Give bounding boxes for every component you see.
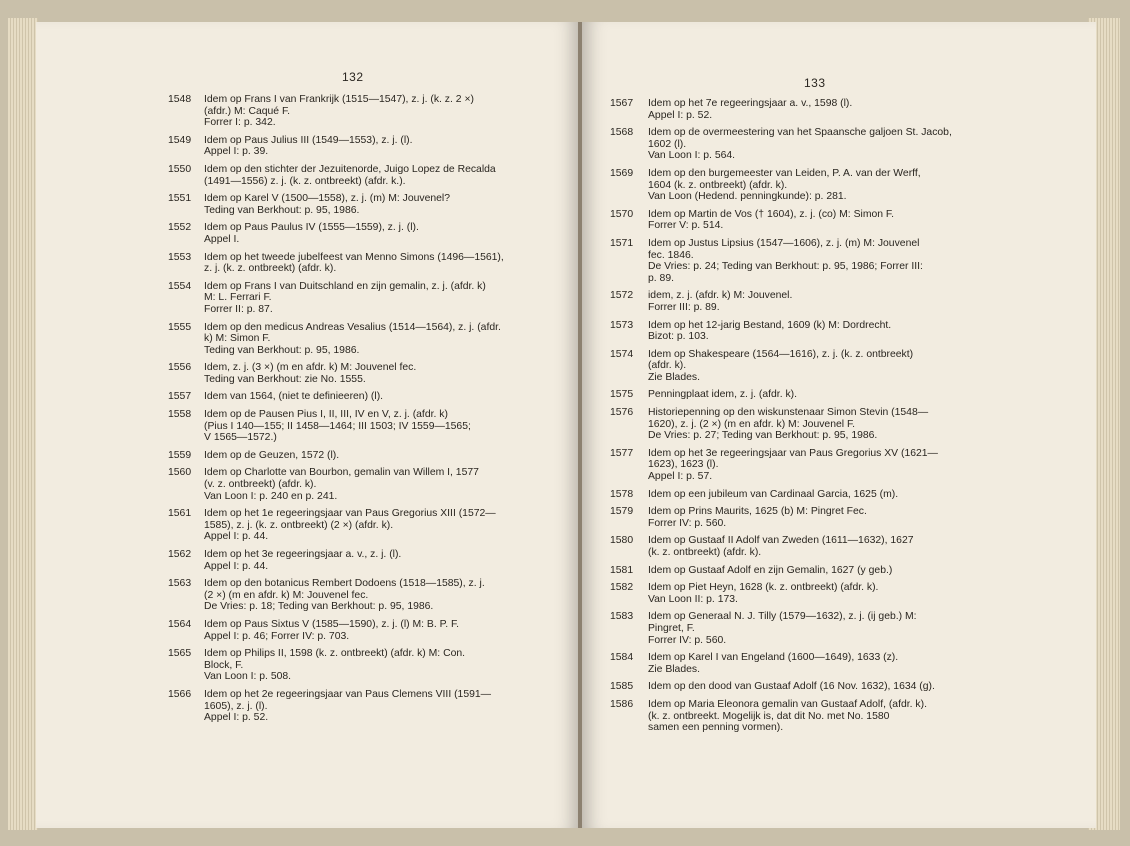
entry-number: 1584 (610, 652, 634, 664)
catalogue-entry (168, 322, 558, 357)
entry-text-line: Idem op het tweede jubelfeest van Menno Simons (1496—1561), (204, 251, 504, 263)
catalogue-entry (610, 349, 1012, 384)
catalogue-entry (168, 193, 558, 216)
catalogue-entry (610, 389, 1012, 401)
entry-text-line: Van Loon I: p. 508. (204, 671, 292, 683)
entry-text-line: (afdr.) M: Caqué F. (204, 105, 291, 117)
catalogue-entry (168, 391, 558, 403)
entry-number: 1551 (168, 193, 192, 205)
catalogue-entry (168, 689, 558, 724)
entry-text-line: Idem op Piet Heyn, 1628 (k. z. ontbreekt) (afdr. k). (648, 582, 879, 594)
entry-number: 1578 (610, 488, 634, 500)
catalogue-entry (610, 320, 1012, 343)
catalogue-entry (610, 238, 1012, 284)
entry-number: 1561 (168, 508, 192, 520)
entry-text-line: Idem op den botanicus Rembert Dodoens (1518—1585), z. j. (204, 578, 485, 590)
entry-number: 1563 (168, 578, 192, 590)
entry-number: 1552 (168, 222, 192, 234)
entry-number: 1566 (168, 688, 192, 700)
entry-number: 1580 (610, 535, 634, 547)
catalogue-entry (168, 362, 558, 385)
entry-text-line: (Pius I 140—155; II 1458—1464; III 1503; IV 1559—1565; (204, 420, 471, 432)
entry-text-line: 1623), 1623 (l). (648, 459, 719, 471)
entry-text-line: (2 ×) (m en afdr. k) M: Jouvenel fec. (204, 589, 369, 601)
entry-text-line: Appel I: p. 46; Forrer IV: p. 703. (204, 630, 350, 642)
entry-text-line: Idem op de Geuzen, 1572 (l). (204, 449, 340, 461)
entry-number: 1565 (168, 648, 192, 660)
entry-text-line: Van Loon II: p. 173. (648, 593, 738, 605)
catalogue-entries-left (168, 94, 558, 730)
catalogue-entry (168, 409, 558, 444)
entry-text-line: Idem op Charlotte van Bourbon, gemalin van Willem I, 1577 (204, 467, 479, 479)
catalogue-entry (168, 467, 558, 502)
entry-text-line: 1585), z. j. (k. z. ontbreekt) (2 ×) (afdr. k). (204, 519, 394, 531)
entry-text-line: Idem op Justus Lipsius (1547—1606), z. j. (m) M: Jouvenel (648, 237, 920, 249)
catalogue-entry (610, 407, 1012, 442)
entry-text-line: 1602 (l). (648, 138, 687, 150)
entry-text-line: Idem op Shakespeare (1564—1616), z. j. (k. z. ontbreekt) (648, 348, 914, 360)
catalogue-entry (168, 578, 558, 613)
entry-number: 1556 (168, 362, 192, 374)
entry-number: 1575 (610, 389, 634, 401)
entry-number: 1557 (168, 391, 192, 403)
entry-text-line: Appel I: p. 44. (204, 531, 269, 543)
entry-text-line: Idem op Paus Julius III (1549—1553), z. j. (l). (204, 134, 413, 146)
entry-text-line: De Vries: p. 18; Teding van Berkhout: p. 95, 1986. (204, 601, 434, 613)
entry-number: 1560 (168, 467, 192, 479)
catalogue-entry (168, 648, 558, 683)
entry-text-line: (k. z. ontbreekt) (afdr. k). (648, 547, 762, 558)
entry-number: 1582 (610, 582, 634, 594)
entry-text-line: 1620), z. j. (2 ×) (m en afdr. k) M: Jouvenel F. (648, 418, 856, 430)
entry-text-line: Idem op Paus Sixtus V (1585—1590), z. j. (l) M: B. P. F. (204, 618, 460, 630)
catalogue-entry (610, 127, 1012, 162)
entry-text-line: Teding van Berkhout: zie No. 1555. (204, 373, 366, 385)
page-edges-left (8, 18, 38, 830)
entry-text-line: Appel I: p. 52. (204, 712, 269, 724)
entry-number: 1553 (168, 251, 192, 263)
catalogue-entries-right (610, 98, 1012, 740)
entry-text-line: Idem op de overmeestering van het Spaansche galjoen St. Jacob, (648, 127, 952, 139)
entry-text-line: idem, z. j. (afdr. k) M: Jouvenel. (648, 290, 793, 302)
entry-text-line: Pingret, F. (648, 622, 695, 634)
entry-number: 1550 (168, 163, 192, 175)
entry-text-line: Idem op Martin de Vos († 1604), z. j. (co) M: Simon F. (648, 208, 895, 220)
entry-text-line: Idem op den burgemeester van Leiden, P. A. van der Werff, (648, 167, 921, 179)
entry-text-line: Idem op den medicus Andreas Vesalius (1514—1564), z. j. (afdr. (204, 321, 501, 333)
entry-text-line: Idem op Karel V (1500—1558), z. j. (m) M: Jouvenel? (204, 193, 451, 205)
entry-text-line: Idem op Gustaaf Adolf en zijn Gemalin, 1627 (y geb.) (648, 564, 893, 576)
catalogue-entry (168, 281, 558, 316)
entry-text-line: Appel I: p. 39. (204, 146, 269, 158)
entry-text-line: Idem op het 7e regeeringsjaar a. v., 1598 (l). (648, 98, 853, 109)
entry-text-line: (afdr. k). (648, 360, 687, 372)
entry-text-line: Idem op het 3e regeeringsjaar a. v., z. j. (l). (204, 549, 402, 560)
entry-text-line: (1491—1556) z. j. (k. z. ontbreekt) (afdr. k.). (204, 175, 406, 187)
left-page (36, 22, 579, 828)
entry-text-line: Idem op het 12-jarig Bestand, 1609 (k) M: Dordrecht. (648, 319, 892, 331)
entry-text-line: Historiepenning op den wiskunstenaar Simon Stevin (1548— (648, 407, 929, 419)
entry-text-line: Idem op Maria Eleonora gemalin van Gustaaf Adolf, (afdr. k). (648, 698, 927, 710)
entry-text-line: Idem op Frans I van Duitschland en zijn gemalin, z. j. (afdr. k) (204, 280, 486, 292)
entry-text-line: 1605), z. j. (l). (204, 700, 268, 712)
catalogue-entry (610, 209, 1012, 232)
entry-text-line: V 1565—1572.) (204, 432, 277, 444)
catalogue-entry (610, 290, 1012, 313)
entry-text-line: Van Loon I: p. 564. (648, 150, 736, 162)
entry-text-line: samen een penning vormen). (648, 722, 784, 734)
entry-text-line: Idem op het 2e regeeringsjaar van Paus Clemens VIII (1591— (204, 688, 492, 700)
entry-text-line: Idem op Prins Maurits, 1625 (b) M: Pingret Fec. (648, 506, 867, 518)
catalogue-entry (610, 448, 1012, 483)
entry-number: 1559 (168, 449, 192, 461)
entry-text-line: Appel I: p. 52. (648, 109, 713, 121)
page-number-right: 133 (804, 76, 826, 90)
entry-text-line: (k. z. ontbreekt. Mogelijk is, dat dit No. met No. 1580 (648, 710, 890, 722)
catalogue-entry (610, 98, 1012, 121)
entry-text-line: Idem op Philips II, 1598 (k. z. ontbreekt) (afdr. k) M: Con. (204, 648, 466, 660)
entry-number: 1549 (168, 134, 192, 146)
entry-number: 1579 (610, 506, 634, 518)
entry-text-line: 1604 (k. z. ontbreekt) (afdr. k). (648, 179, 788, 191)
entry-text-line: M: L. Ferrari F. (204, 292, 272, 304)
entry-text-line: Forrer II: p. 87. (204, 303, 273, 315)
entry-number: 1577 (610, 447, 634, 459)
entry-text-line: Forrer IV: p. 560. (648, 634, 727, 646)
catalogue-entry (610, 681, 1012, 693)
entry-text-line: k) M: Simon F. (204, 333, 271, 345)
catalogue-entry (168, 619, 558, 642)
entry-number: 1576 (610, 407, 634, 419)
catalogue-entry (168, 549, 558, 572)
entry-number: 1572 (610, 290, 634, 302)
entry-text-line: Idem op Frans I van Frankrijk (1515—1547), z. j. (k. z. 2 ×) (204, 94, 474, 105)
entry-number: 1581 (610, 564, 634, 576)
entry-text-line: Idem op een jubileum van Cardinaal Garcia, 1625 (m). (648, 488, 899, 500)
right-page (582, 22, 1096, 828)
entry-text-line: Idem op den stichter der Jezuitenorde, Juigo Lopez de Recalda (204, 163, 496, 175)
entry-number: 1554 (168, 280, 192, 292)
entry-text-line: De Vries: p. 27; Teding van Berkhout: p. 95, 1986. (648, 430, 878, 442)
entry-text-line: Idem van 1564, (niet te definieeren) (l). (204, 391, 384, 403)
entry-text-line: Van Loon I: p. 240 en p. 241. (204, 490, 338, 502)
entry-number: 1562 (168, 549, 192, 560)
entry-text-line: Idem op het 1e regeeringsjaar van Paus Gregorius XIII (1572— (204, 508, 496, 520)
entry-number: 1586 (610, 698, 634, 710)
catalogue-entry (168, 450, 558, 462)
entry-text-line: Idem op Gustaaf II Adolf van Zweden (1611—1632), 1627 (648, 535, 914, 547)
entry-text-line: Idem op de Pausen Pius I, II, III, IV en V, z. j. (afdr. k) (204, 409, 448, 421)
catalogue-entry (610, 582, 1012, 605)
entry-number: 1567 (610, 98, 634, 109)
catalogue-entry (610, 535, 1012, 558)
entry-text-line: Teding van Berkhout: p. 95, 1986. (204, 344, 360, 356)
entry-number: 1558 (168, 409, 192, 421)
entry-number: 1585 (610, 681, 634, 693)
entry-text-line: Teding van Berkhout: p. 95, 1986. (204, 204, 360, 216)
entry-text-line: (v. z. ontbreekt) (afdr. k). (204, 479, 317, 491)
catalogue-entry (610, 611, 1012, 646)
catalogue-entry (168, 252, 558, 275)
entry-text-line: Idem op Generaal N. J. Tilly (1579—1632), z. j. (ij geb.) M: (648, 611, 917, 623)
catalogue-entry (610, 652, 1012, 675)
entry-number: 1555 (168, 321, 192, 333)
entry-text-line: Idem op Karel I van Engeland (1600—1649), 1633 (z). (648, 652, 899, 664)
catalogue-entry (610, 699, 1012, 734)
entry-number: 1564 (168, 618, 192, 630)
entry-text-line: Appel I: p. 57. (648, 471, 713, 483)
entry-text-line: Penningplaat idem, z. j. (afdr. k). (648, 389, 798, 401)
entry-text-line: Zie Blades. (648, 663, 700, 675)
entry-number: 1548 (168, 94, 192, 105)
entry-text-line: Appel I. (204, 233, 240, 245)
entry-number: 1568 (610, 127, 634, 139)
catalogue-entry (610, 506, 1012, 529)
entry-text-line: z. j. (k. z. ontbreekt) (afdr. k). (204, 263, 337, 275)
catalogue-entry (168, 94, 558, 129)
catalogue-entry (168, 164, 558, 187)
entry-number: 1570 (610, 208, 634, 220)
entry-number: 1574 (610, 348, 634, 360)
entry-number: 1569 (610, 167, 634, 179)
entry-text-line: Bizot: p. 103. (648, 331, 709, 343)
entry-text-line: fec. 1846. (648, 249, 694, 261)
entry-text-line: Idem op den dood van Gustaaf Adolf (16 Nov. 1632), 1634 (g). (648, 681, 935, 693)
entry-text-line: Van Loon (Hedend. penningkunde): p. 281. (648, 191, 847, 203)
entry-text-line: Idem op het 3e regeeringsjaar van Paus Gregorius XV (1621— (648, 447, 938, 459)
entry-text-line: Forrer I: p. 342. (204, 117, 276, 129)
entry-text-line: Forrer IV: p. 560. (648, 517, 727, 529)
entry-text-line: p. 89. (648, 272, 674, 284)
catalogue-entry (610, 565, 1012, 577)
entry-text-line: Appel I: p. 44. (204, 560, 269, 572)
entry-number: 1571 (610, 237, 634, 249)
entry-text-line: Idem op Paus Paulus IV (1555—1559), z. j. (l). (204, 222, 419, 234)
entry-text-line: De Vries: p. 24; Teding van Berkhout: p. 95, 1986; Forrer III: (648, 261, 923, 273)
catalogue-entry (610, 489, 1012, 501)
catalogue-entry (610, 168, 1012, 203)
entry-text-line: Zie Blades. (648, 371, 700, 383)
entry-text-line: Block, F. (204, 659, 244, 671)
entry-text-line: Forrer V: p. 514. (648, 220, 724, 232)
page-number-left: 132 (342, 70, 364, 84)
entry-number: 1573 (610, 319, 634, 331)
catalogue-entry (168, 508, 558, 543)
entry-number: 1583 (610, 611, 634, 623)
catalogue-entry (168, 135, 558, 158)
entry-text-line: Idem, z. j. (3 ×) (m en afdr. k) M: Jouvenel fec. (204, 362, 417, 374)
catalogue-entry (168, 222, 558, 245)
entry-text-line: Forrer III: p. 89. (648, 301, 720, 313)
